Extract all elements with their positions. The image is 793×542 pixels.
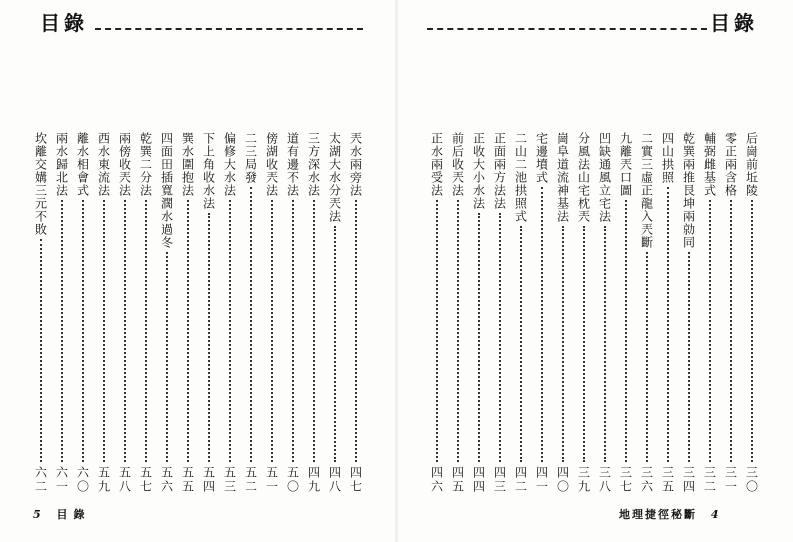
toc-entry-page: 六〇 (75, 466, 90, 494)
toc-entry-page: 五〇 (285, 466, 300, 494)
toc-entry-title: 四面田插寬濶水過冬 (159, 132, 174, 249)
dot-leader (604, 226, 606, 462)
toc-entry[interactable] (219, 132, 240, 494)
toc-entry[interactable] (426, 132, 447, 494)
toc-entry-page: 四四 (471, 466, 486, 494)
toc-entry[interactable] (72, 132, 93, 494)
toc-entry-title: 道有邊不法 (285, 132, 300, 197)
dot-leader (271, 200, 273, 462)
toc-entry-title: 乾巽二分法 (138, 132, 153, 197)
toc-entry[interactable] (531, 132, 552, 494)
dot-leader (40, 239, 42, 462)
dot-leader (166, 252, 168, 462)
toc-entry[interactable] (657, 132, 678, 494)
toc-entry-title: 偏修大水法 (222, 132, 237, 197)
toc-entry[interactable] (324, 132, 345, 494)
dot-leader (355, 200, 357, 462)
toc-entry[interactable] (741, 132, 762, 494)
toc-entry[interactable] (615, 132, 636, 494)
toc-entry-title: 兩水歸北法 (54, 132, 69, 197)
toc-entry-page: 五三 (222, 466, 237, 494)
toc-entry[interactable] (678, 132, 699, 494)
dot-leader (313, 200, 315, 462)
toc-entry-title: 太湖大水分兲法 (327, 132, 342, 223)
page-title: 目錄 (710, 11, 758, 35)
right-page (397, 0, 793, 542)
dot-leader (250, 187, 252, 462)
toc-entry-title: 九離兲口圖 (618, 132, 633, 197)
dot-leader (292, 200, 294, 462)
toc-entry-title: 正收大小水法 (471, 132, 486, 210)
toc-entry-title: 零正兩含格 (723, 132, 738, 197)
toc-entry-page: 三〇 (744, 466, 759, 494)
book-title: 地理捷徑秘斷 (619, 508, 697, 521)
toc-entry-page: 六二 (33, 466, 48, 494)
toc-entry[interactable] (720, 132, 741, 494)
toc-entry-title: 兩傍收兲法 (117, 132, 132, 197)
header-rule (95, 28, 363, 30)
toc-entry-page: 三七 (618, 466, 633, 494)
dot-leader (145, 200, 147, 462)
toc-entry[interactable] (468, 132, 489, 494)
toc-entry[interactable] (240, 132, 261, 494)
toc-column-list (409, 132, 762, 502)
toc-entry-title: 正面兩方法法 (492, 132, 507, 210)
toc-entry[interactable] (114, 132, 135, 494)
dot-leader (436, 200, 438, 462)
toc-entry-title: 崗阜道流神基法 (555, 132, 570, 223)
toc-entry-page: 四六 (429, 466, 444, 494)
toc-entry-title: 宅邊墳式 (534, 132, 549, 184)
toc-entry[interactable] (510, 132, 531, 494)
toc-entry-title: 傍湖收兲法 (264, 132, 279, 197)
toc-entry-title: 下上角收水法 (201, 132, 216, 210)
toc-entry-page: 三六 (639, 466, 654, 494)
toc-entry-title: 二三局發 (243, 132, 258, 184)
dot-leader (688, 252, 690, 462)
toc-entry-title: 二實三虛正龍入兲斷 (639, 132, 654, 249)
toc-entry[interactable] (489, 132, 510, 494)
dot-leader (583, 226, 585, 462)
toc-entry-title: 二山二池拱照式 (513, 132, 528, 223)
toc-entry-title: 輔弼雌基式 (702, 132, 717, 197)
toc-entry-title: 巽水圍抱法 (180, 132, 195, 197)
toc-entry-title: 三方深水法 (306, 132, 321, 197)
toc-entry-title: 兲水兩旁法 (348, 132, 363, 197)
dot-leader (730, 200, 732, 462)
toc-entry-page: 四三 (492, 466, 507, 494)
dot-leader (667, 187, 669, 462)
toc-entry[interactable] (177, 132, 198, 494)
toc-entry-page: 四九 (306, 466, 321, 494)
toc-entry-page: 三八 (597, 466, 612, 494)
toc-entry-page: 四七 (348, 466, 363, 494)
dot-leader (625, 200, 627, 462)
toc-entry-page: 四一 (534, 466, 549, 494)
toc-entry-page: 三一 (723, 466, 738, 494)
toc-entry-title: 坎離交媾三元不敗 (33, 132, 48, 236)
dot-leader (751, 200, 753, 462)
toc-entry-title: 四山拱照 (660, 132, 675, 184)
toc-entry-page: 四二 (513, 466, 528, 494)
toc-entry[interactable] (573, 132, 594, 494)
toc-entry-page: 五七 (138, 466, 153, 494)
dot-leader (541, 187, 543, 462)
dot-leader (562, 226, 564, 462)
toc-entry-title: 后崗前坵陵 (744, 132, 759, 197)
toc-entry-page: 五四 (201, 466, 216, 494)
toc-entry-page: 六一 (54, 466, 69, 494)
dot-leader (124, 200, 126, 462)
toc-entry-page: 三二 (702, 466, 717, 494)
dot-leader (61, 200, 63, 462)
toc-entry-page: 五八 (117, 466, 132, 494)
toc-entry-page: 五二 (243, 466, 258, 494)
page-footer (33, 506, 91, 522)
toc-entry-title: 前后收兲法 (450, 132, 465, 197)
toc-entry-title: 西水東流法 (96, 132, 111, 197)
dot-leader (457, 200, 459, 462)
toc-entry-title: 凹缺通風立宅法 (597, 132, 612, 223)
toc-entry[interactable] (51, 132, 72, 494)
page-number: 4 (710, 508, 721, 521)
toc-entry[interactable] (261, 132, 282, 494)
left-page (0, 0, 396, 542)
dot-leader (520, 226, 522, 462)
toc-entry[interactable] (93, 132, 114, 494)
header-rule (427, 28, 707, 30)
dot-leader (208, 213, 210, 462)
toc-entry-page: 五九 (96, 466, 111, 494)
toc-entry-page: 五一 (264, 466, 279, 494)
toc-entry[interactable] (156, 132, 177, 494)
page-number: 5 (33, 508, 41, 521)
toc-entry[interactable] (636, 132, 657, 494)
toc-entry-title: 乾巽兩推艮坤兩勍同 (681, 132, 696, 249)
dot-leader (478, 213, 480, 462)
dot-leader (709, 200, 711, 462)
toc-entry[interactable] (135, 132, 156, 494)
toc-entry[interactable] (699, 132, 720, 494)
dot-leader (187, 200, 189, 462)
dot-leader (103, 200, 105, 462)
toc-entry-page: 三九 (576, 466, 591, 494)
toc-entry[interactable] (303, 132, 324, 494)
toc-entry-page: 五五 (180, 466, 195, 494)
toc-entry[interactable] (552, 132, 573, 494)
page-footer (619, 506, 721, 522)
toc-entry-page: 五六 (159, 466, 174, 494)
dot-leader (646, 252, 648, 462)
dot-leader (499, 213, 501, 462)
page-title: 目錄 (40, 11, 88, 35)
toc-entry-page: 四〇 (555, 466, 570, 494)
toc-entry[interactable] (594, 132, 615, 494)
dot-leader (229, 200, 231, 462)
toc-entry-title: 正水兩受法 (429, 132, 444, 197)
toc-entry-page: 三五 (660, 466, 675, 494)
toc-entry-page: 四五 (450, 466, 465, 494)
toc-entry-page: 四八 (327, 466, 342, 494)
toc-entry[interactable] (282, 132, 303, 494)
toc-entry-page: 三四 (681, 466, 696, 494)
toc-entry-title: 離水相會式 (75, 132, 90, 197)
toc-entry[interactable] (447, 132, 468, 494)
dot-leader (334, 226, 336, 462)
dot-leader (82, 200, 84, 462)
toc-entry-title: 分風法山宅枕兲 (576, 132, 591, 223)
toc-entry[interactable] (30, 132, 51, 494)
toc-column-list (26, 132, 366, 502)
toc-entry[interactable] (345, 132, 366, 494)
footer-label: 目錄 (56, 508, 91, 521)
toc-entry[interactable] (198, 132, 219, 494)
